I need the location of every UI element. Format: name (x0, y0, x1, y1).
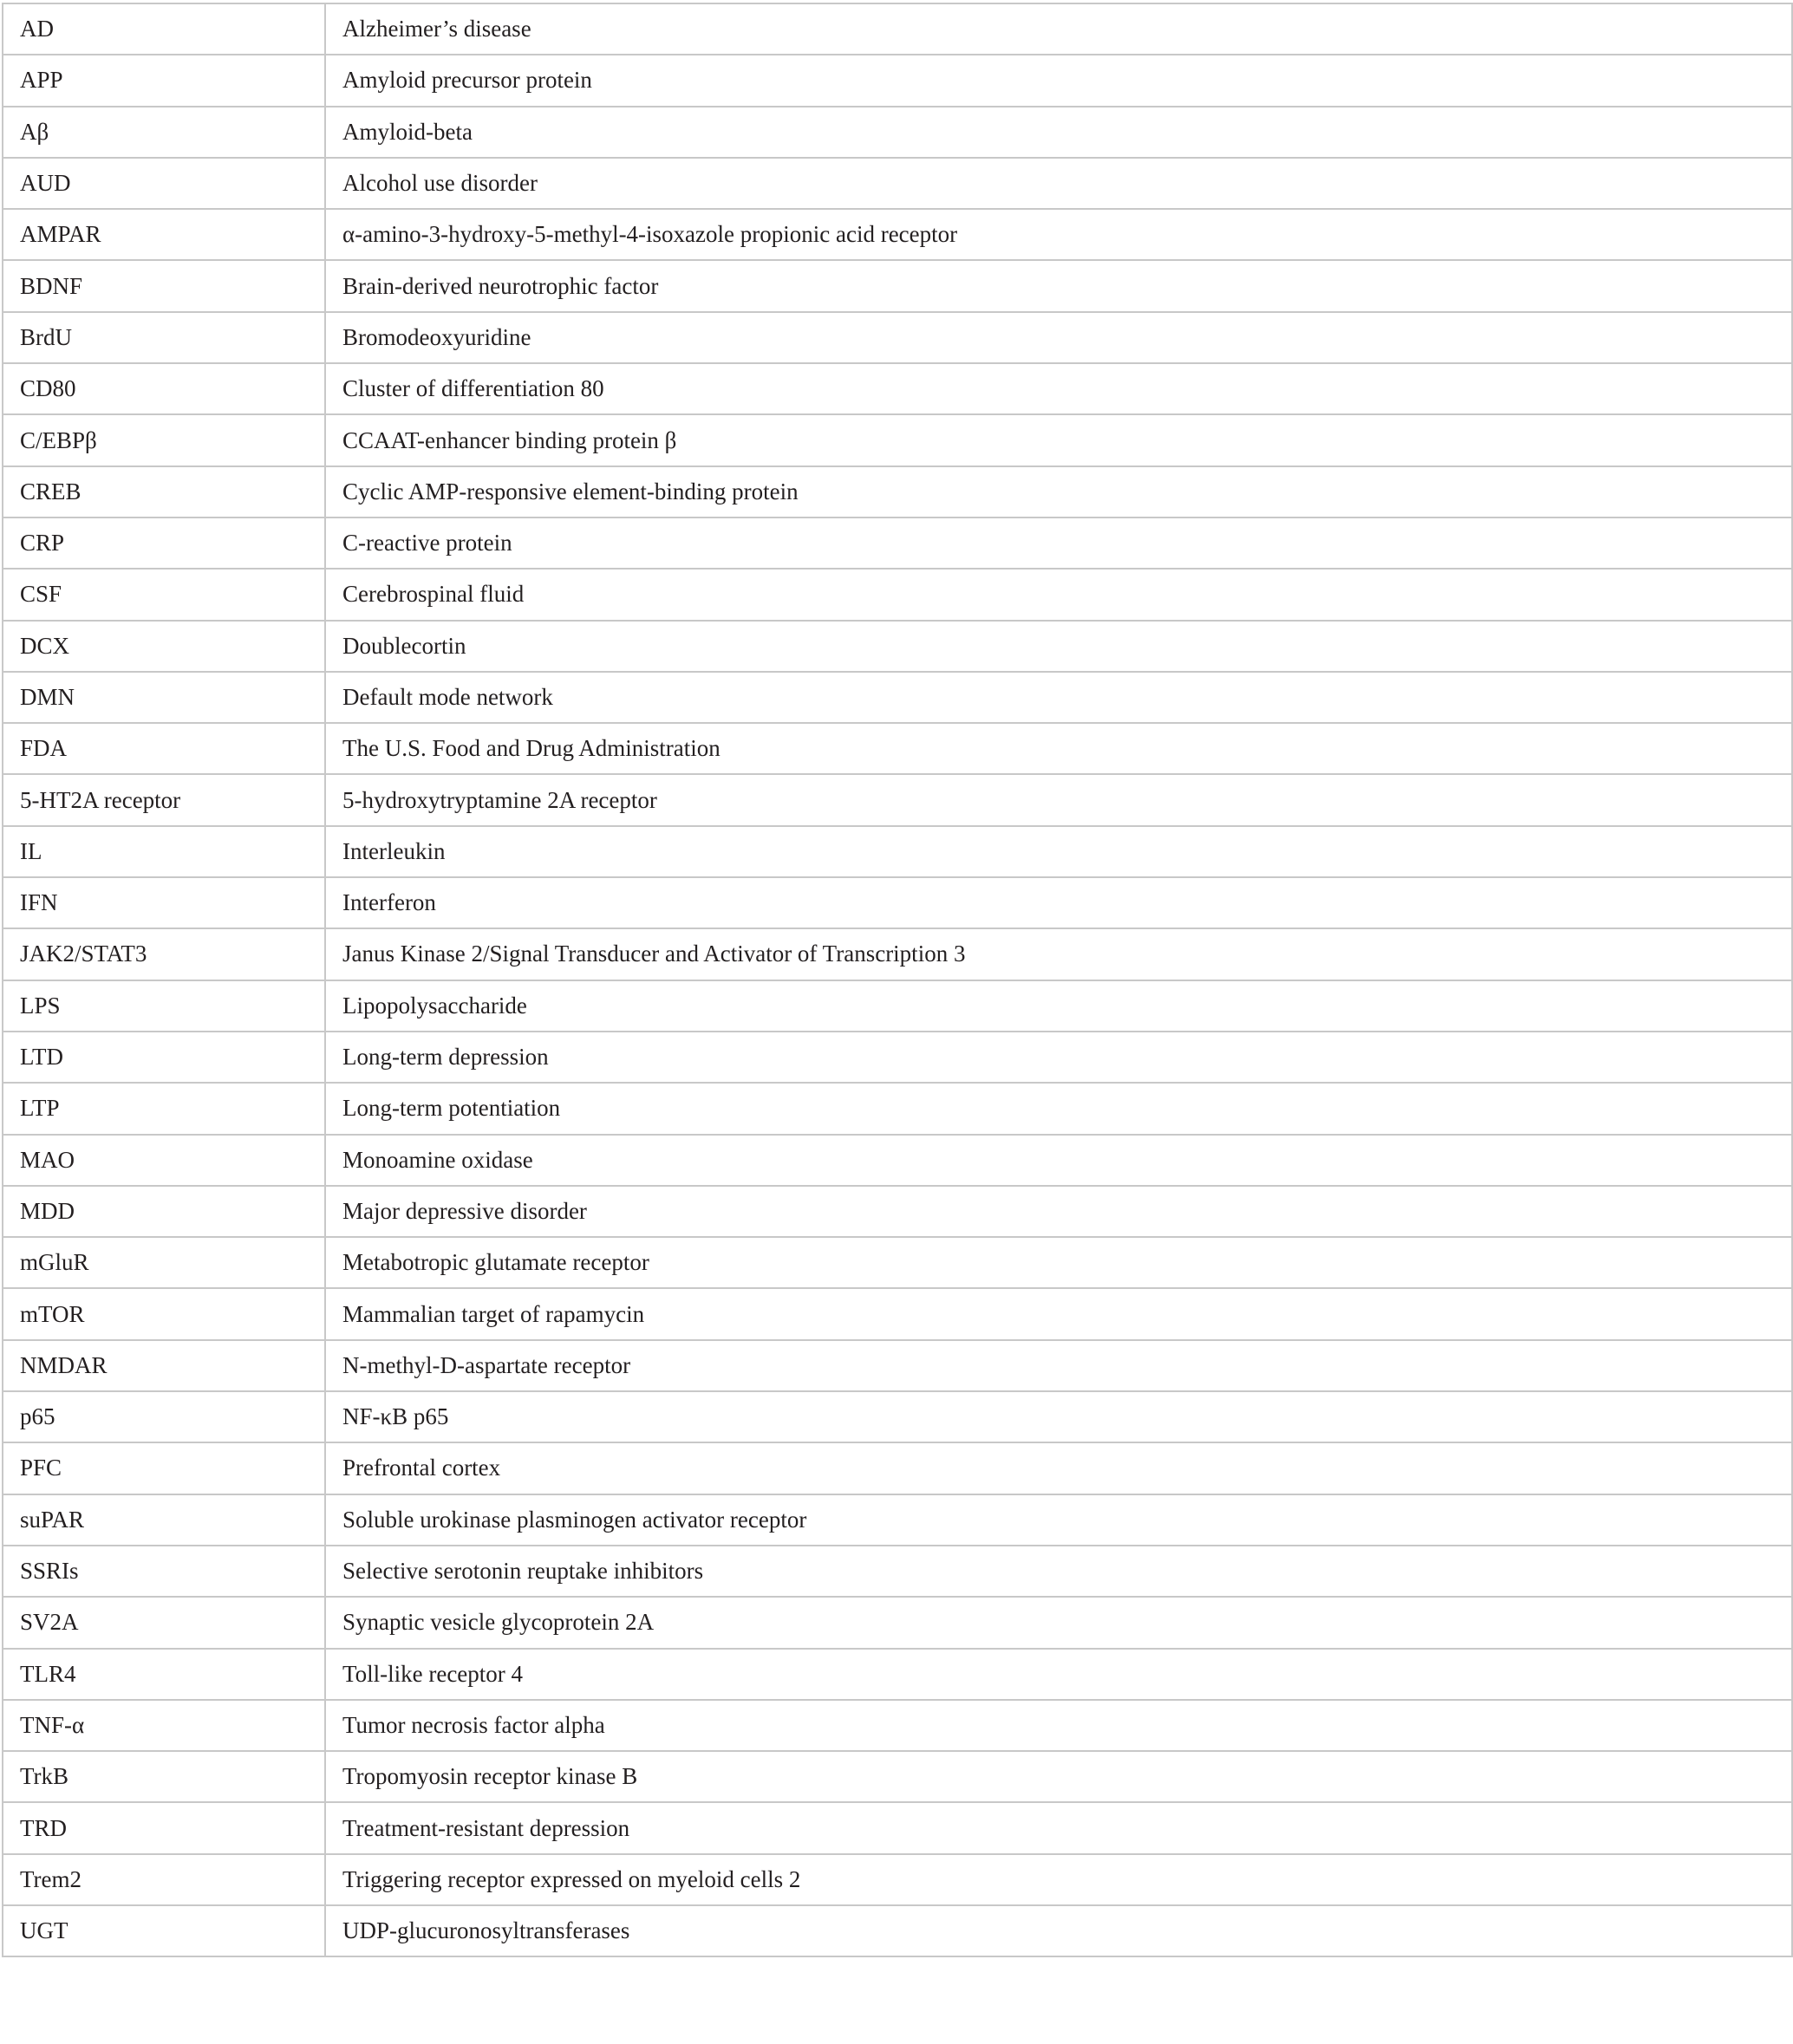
abbreviation-cell: LTD (3, 1032, 325, 1083)
definition-cell: 5-hydroxytryptamine 2A receptor (325, 774, 1792, 825)
definition-cell: Monoamine oxidase (325, 1135, 1792, 1186)
abbreviation-cell: LPS (3, 980, 325, 1032)
definition-cell: Synaptic vesicle glycoprotein 2A (325, 1597, 1792, 1648)
table-row (3, 1391, 1792, 1442)
table-row (3, 1083, 1792, 1134)
table-row (3, 1905, 1792, 1956)
table-row (3, 3, 1792, 55)
abbreviation-cell: IL (3, 826, 325, 877)
table-row (3, 1802, 1792, 1853)
abbreviation-cell: 5-HT2A receptor (3, 774, 325, 825)
table-row (3, 209, 1792, 260)
definition-cell: Alzheimer’s disease (325, 3, 1792, 55)
definition-cell: Doublecortin (325, 621, 1792, 672)
abbreviation-cell: CREB (3, 466, 325, 518)
table-row (3, 1546, 1792, 1597)
definition-cell: N-methyl-D-aspartate receptor (325, 1340, 1792, 1391)
table-row (3, 1186, 1792, 1237)
table-row (3, 1649, 1792, 1700)
table-row (3, 774, 1792, 825)
abbreviation-cell: DMN (3, 672, 325, 723)
definition-cell: Bromodeoxyuridine (325, 312, 1792, 363)
table-row (3, 1288, 1792, 1339)
table-row (3, 1494, 1792, 1546)
abbreviation-cell: PFC (3, 1442, 325, 1494)
definition-cell: Long-term depression (325, 1032, 1792, 1083)
abbreviation-cell: Aβ (3, 107, 325, 158)
table-row (3, 928, 1792, 980)
table-row (3, 312, 1792, 363)
abbreviation-cell: APP (3, 55, 325, 106)
abbreviation-cell: mTOR (3, 1288, 325, 1339)
definition-cell: Toll-like receptor 4 (325, 1649, 1792, 1700)
table-row (3, 107, 1792, 158)
abbreviation-cell: LTP (3, 1083, 325, 1134)
definition-cell: C-reactive protein (325, 518, 1792, 569)
table-row (3, 55, 1792, 106)
definition-cell: Lipopolysaccharide (325, 980, 1792, 1032)
abbreviation-cell: AMPAR (3, 209, 325, 260)
definition-cell: CCAAT-enhancer binding protein β (325, 414, 1792, 465)
table-row (3, 1700, 1792, 1751)
definition-cell: Interferon (325, 877, 1792, 928)
definition-cell: Metabotropic glutamate receptor (325, 1237, 1792, 1288)
table-row (3, 877, 1792, 928)
abbreviation-cell: MAO (3, 1135, 325, 1186)
abbreviation-cell: CSF (3, 569, 325, 620)
table-row (3, 826, 1792, 877)
abbreviation-cell: CRP (3, 518, 325, 569)
table-row (3, 723, 1792, 774)
abbreviation-cell: mGluR (3, 1237, 325, 1288)
abbreviation-cell: AD (3, 3, 325, 55)
definition-cell: NF-κB p65 (325, 1391, 1792, 1442)
definition-cell: Cyclic AMP-responsive element-binding protein (325, 466, 1792, 518)
abbreviation-cell: MDD (3, 1186, 325, 1237)
table-row (3, 1751, 1792, 1802)
table-row (3, 1135, 1792, 1186)
table-row (3, 158, 1792, 209)
abbreviation-cell: p65 (3, 1391, 325, 1442)
abbreviations-table-body (3, 3, 1792, 1956)
definition-cell: Major depressive disorder (325, 1186, 1792, 1237)
definition-cell: α-amino-3-hydroxy-5-methyl-4-isoxazole propionic acid receptor (325, 209, 1792, 260)
abbreviation-cell: suPAR (3, 1494, 325, 1546)
definition-cell: Amyloid precursor protein (325, 55, 1792, 106)
table-row (3, 1032, 1792, 1083)
table-row (3, 672, 1792, 723)
abbreviation-cell: AUD (3, 158, 325, 209)
definition-cell: Soluble urokinase plasminogen activator receptor (325, 1494, 1792, 1546)
table-row (3, 980, 1792, 1032)
abbreviation-cell: TRD (3, 1802, 325, 1853)
abbreviation-cell: IFN (3, 877, 325, 928)
definition-cell: Cluster of differentiation 80 (325, 363, 1792, 414)
table-row (3, 1854, 1792, 1905)
abbreviation-cell: DCX (3, 621, 325, 672)
table-row (3, 363, 1792, 414)
abbreviation-cell: Trem2 (3, 1854, 325, 1905)
abbreviation-cell: SSRIs (3, 1546, 325, 1597)
table-row (3, 1597, 1792, 1648)
definition-cell: Default mode network (325, 672, 1792, 723)
table-row (3, 260, 1792, 311)
definition-cell: Janus Kinase 2/Signal Transducer and Activator of Transcription 3 (325, 928, 1792, 980)
abbreviation-cell: TrkB (3, 1751, 325, 1802)
definition-cell: Treatment-resistant depression (325, 1802, 1792, 1853)
table-row (3, 1442, 1792, 1494)
abbreviation-cell: TLR4 (3, 1649, 325, 1700)
table-row (3, 569, 1792, 620)
abbreviation-cell: BDNF (3, 260, 325, 311)
table-row (3, 1237, 1792, 1288)
definition-cell: Cerebrospinal fluid (325, 569, 1792, 620)
abbreviation-cell: FDA (3, 723, 325, 774)
definition-cell: The U.S. Food and Drug Administration (325, 723, 1792, 774)
abbreviation-cell: TNF-α (3, 1700, 325, 1751)
abbreviation-cell: CD80 (3, 363, 325, 414)
table-row (3, 518, 1792, 569)
definition-cell: Amyloid-beta (325, 107, 1792, 158)
definition-cell: Tropomyosin receptor kinase B (325, 1751, 1792, 1802)
abbreviation-cell: SV2A (3, 1597, 325, 1648)
definition-cell: Brain-derived neurotrophic factor (325, 260, 1792, 311)
definition-cell: UDP-glucuronosyltransferases (325, 1905, 1792, 1956)
abbreviations-table (2, 3, 1793, 1957)
definition-cell: Mammalian target of rapamycin (325, 1288, 1792, 1339)
table-row (3, 466, 1792, 518)
definition-cell: Alcohol use disorder (325, 158, 1792, 209)
definition-cell: Interleukin (325, 826, 1792, 877)
definition-cell: Tumor necrosis factor alpha (325, 1700, 1792, 1751)
table-row (3, 1340, 1792, 1391)
definition-cell: Selective serotonin reuptake inhibitors (325, 1546, 1792, 1597)
abbreviation-cell: C/EBPβ (3, 414, 325, 465)
abbreviation-cell: NMDAR (3, 1340, 325, 1391)
abbreviation-cell: JAK2/STAT3 (3, 928, 325, 980)
table-row (3, 621, 1792, 672)
abbreviation-cell: UGT (3, 1905, 325, 1956)
definition-cell: Prefrontal cortex (325, 1442, 1792, 1494)
definition-cell: Long-term potentiation (325, 1083, 1792, 1134)
table-row (3, 414, 1792, 465)
definition-cell: Triggering receptor expressed on myeloid cells 2 (325, 1854, 1792, 1905)
abbreviation-cell: BrdU (3, 312, 325, 363)
